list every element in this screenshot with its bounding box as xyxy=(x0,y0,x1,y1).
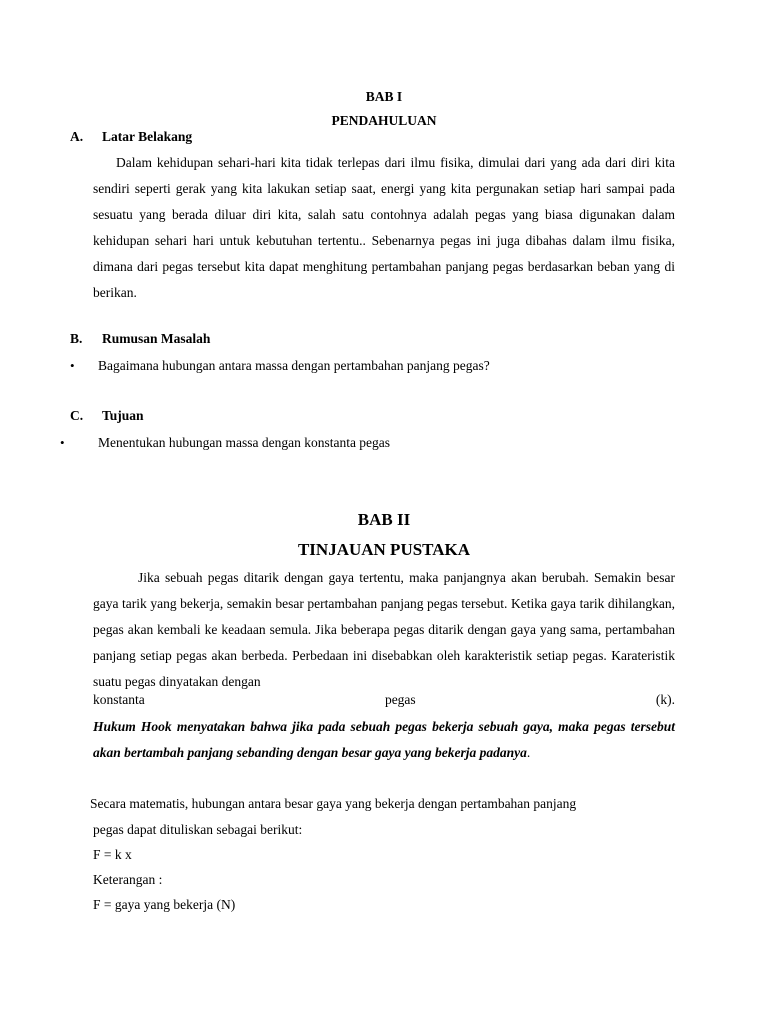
bullet-icon: • xyxy=(60,435,65,450)
matematis-line-2: pegas dapat dituliskan sebagai berikut: xyxy=(93,822,303,837)
section-c-letter: C. xyxy=(70,408,84,423)
tujuan-bullet-text: Menentukan hubungan massa dengan konstanta pegas xyxy=(98,435,391,450)
section-b-title: Rumusan Masalah xyxy=(102,331,211,346)
section-c-title: Tujuan xyxy=(102,408,144,423)
section-a-title: Latar Belakang xyxy=(102,129,193,144)
hukum-hooke-statement xyxy=(93,714,675,766)
section-b-heading xyxy=(70,331,210,347)
matematis-line-1: Secara matematis, hubungan antara besar gaya yang bekerja dengan pertambahan panjang xyxy=(90,796,577,811)
bab1-title: BAB I xyxy=(365,89,403,104)
hukum-hooke-period: . xyxy=(526,745,531,760)
k-symbol: (k). xyxy=(655,692,675,707)
hukum-hooke-text: Hukum Hook menyatakan bahwa jika pada sebuah pegas bekerja sebuah gaya, maka pegas tersebut akan bertambah panjang sebanding dengan besar gaya yang bekerja padanya xyxy=(93,719,675,760)
bab2-title: BAB II xyxy=(357,510,411,529)
bullet-icon: • xyxy=(70,358,75,373)
formula: F = k x xyxy=(93,847,132,862)
section-c-heading xyxy=(70,408,144,424)
bab1-subtitle: PENDAHULUAN xyxy=(331,113,437,128)
section-a-heading xyxy=(70,129,192,145)
section-a-letter: A. xyxy=(70,129,84,144)
keterangan-label: Keterangan : xyxy=(93,872,163,887)
latar-belakang-paragraph: Dalam kehidupan sehari-hari kita tidak terlepas dari ilmu fisika, dimulai dari yang ada dari diri kita sendiri seperti gerak yang kita lakukan setiap saat, energi yang kita pergunakan setiap hari sampai pada sesuatu yang berada diluar diri kita, salah satu contohnya adalah pegas yang biasa digunakan dalam kehidupan sehari hari untuk kebutuhan tertentu.. Sebenarnya pegas ini juga dibahas dalam ilmu fisika, dimana dari pegas tersebut kita dapat menghitung pertambahan panjang pegas berdasarkan beban yang di berikan. xyxy=(93,155,675,300)
konstanta-line xyxy=(93,692,675,708)
konstanta-word: konstanta xyxy=(93,692,145,707)
tinjauan-paragraph: Jika sebuah pegas ditarik dengan gaya tertentu, maka panjangnya akan berubah. Semakin besar gaya tarik yang bekerja, semakin besar pertambahan panjang pegas tersebut. Ketika gaya tarik dihilangkan, pegas akan kembali ke keadaan semula. Jika beberapa pegas ditarik dengan gaya yang sama, pertambahan panjang setiap pegas akan berbeda. Perbedaan ini disebabkan oleh karakteristik setiap pegas. Karateristik suatu pegas dinyatakan dengan xyxy=(93,570,675,689)
section-b-letter: B. xyxy=(70,331,83,346)
pegas-word: pegas xyxy=(384,692,416,707)
f-definition: F = gaya yang bekerja (N) xyxy=(93,897,236,912)
bab2-subtitle: TINJAUAN PUSTAKA xyxy=(297,540,471,559)
rumusan-bullet-text: Bagaimana hubungan antara massa dengan pertambahan panjang pegas? xyxy=(98,358,490,373)
